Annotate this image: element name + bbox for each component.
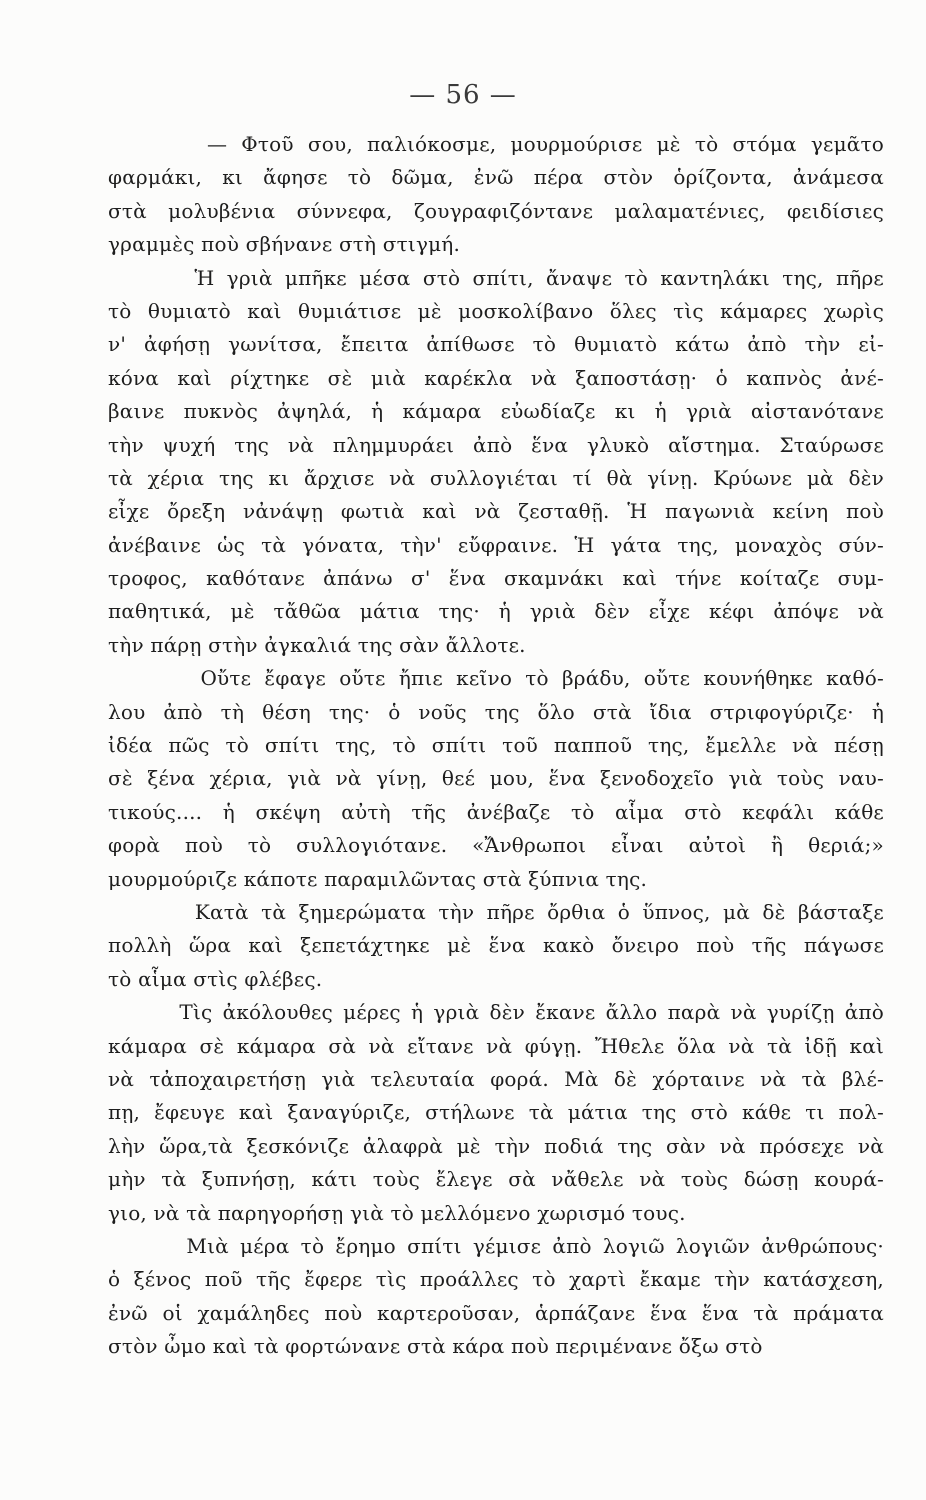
text-line: τὴν πάρῃ στὴν ἀγκαλιά της σὰν ἄλλοτε. bbox=[108, 632, 526, 657]
text-line: παθητικά, μὲ τἄθῶα μάτια της· ἡ γριὰ δὲν εἶχε κέφι ἀπόψε νὰ bbox=[108, 599, 884, 624]
text-line: γιο, νὰ τὰ παρηγορήσῃ γιὰ τὸ μελλόμενο χωρισμό τους. bbox=[108, 1200, 686, 1225]
paragraph bbox=[108, 996, 884, 1230]
text-line: νὰ τἀποχαιρετήσῃ γιὰ τελευταία φορά. Μὰ δὲ χόρταινε νὰ τὰ βλέ- bbox=[108, 1066, 884, 1091]
text-line: τροφος, καθότανε ἀπάνω σ' ἕνα σκαμνάκι καὶ τήνε κοίταζε συμ- bbox=[108, 566, 884, 591]
text-line: Κατὰ τὰ ξημερώματα τὴν πῆρε ὄρθια ὁ ὕπνος, μὰ δὲ βάσταξε bbox=[108, 899, 884, 924]
page-number: — 56 — bbox=[409, 80, 517, 110]
paragraph bbox=[108, 128, 884, 262]
text-line: Μιὰ μέρα τὸ ἔρημο σπίτι γέμισε ἀπὸ λογιῶ λογιῶν ἀνθρώπους· bbox=[108, 1233, 884, 1258]
text-line: λου ἀπὸ τὴ θέση της· ὁ νοῦς της ὅλο στὰ ἴδια στριφογύριζε· ἡ bbox=[108, 699, 884, 724]
text-line: πολλὴ ὥρα καὶ ξεπετάχτηκε μὲ ἕνα κακὸ ὄνειρο ποὺ τῆς πάγωσε bbox=[108, 933, 884, 958]
text-line: τὸ αἷμα στὶς φλέβες. bbox=[108, 966, 323, 991]
paragraph bbox=[108, 262, 884, 663]
text-line: ν' ἀφήσῃ γωνίτσα, ἔπειτα ἀπίθωσε τὸ θυμιατὸ κάτω ἀπὸ τὴν εἰ- bbox=[108, 332, 884, 357]
text-line: ἐνῶ οἱ χαμάληδες ποὺ καρτεροῦσαν, ἁρπάζανε ἕνα ἕνα τὰ πράματα bbox=[108, 1300, 884, 1325]
text-line: σὲ ξένα χέρια, γιὰ νὰ γίνῃ, θεέ μου, ἕνα ξενοδοχεῖο γιὰ τοὺς ναυ- bbox=[108, 766, 884, 791]
text-line: τικούς.... ἡ σκέψη αὐτὴ τῆς ἀνέβαζε τὸ αἷμα στὸ κεφάλι κάθε bbox=[108, 799, 884, 824]
text-line: — Φτοῦ σου, παλιόκοσμε, μουρμούρισε μὲ τὸ στόμα γεμᾶτο bbox=[108, 132, 884, 156]
text-line: πῃ, ἔφευγε καὶ ξαναγύριζε, στήλωνε τὰ μάτια της στὸ κάθε τι πολ- bbox=[108, 1100, 884, 1125]
paragraph bbox=[108, 1230, 884, 1364]
text-line: κόνα καὶ ρίχτηκε σὲ μιὰ καρέκλα νὰ ξαποστάσῃ· ὁ καπνὸς ἀνέ- bbox=[108, 365, 884, 390]
text-line: ἰδέα πῶς τὸ σπίτι της, τὸ σπίτι τοῦ παπποῦ της, ἔμελλε νὰ πέσῃ bbox=[108, 733, 884, 758]
text-line: Ἡ γριὰ μπῆκε μέσα στὸ σπίτι, ἄναψε τὸ καντηλάκι της, πῆρε bbox=[108, 265, 884, 290]
text-line: ὁ ξένος ποῦ τῆς ἔφερε τὶς προάλλες τὸ χαρτὶ ἔκαμε τὴν κατάσχεση, bbox=[108, 1267, 884, 1292]
text-line: μὴν τὰ ξυπνήσῃ, κάτι τοὺς ἔλεγε σὰ νἄθελε νὰ τοὺς δώσῃ κουρά- bbox=[108, 1167, 884, 1192]
text-line: μουρμούριζε κάποτε παραμιλῶντας στὰ ξύπνια της. bbox=[108, 866, 648, 891]
text-body bbox=[108, 128, 884, 1363]
text-line: ἀνέβαινε ὡς τὰ γόνατα, τὴν' εὔφραινε. Ἡ γάτα της, μοναχὸς σύν- bbox=[108, 532, 884, 557]
text-line: βαινε πυκνὸς ἀψηλά, ἡ κάμαρα εὐωδίαζε κι ἡ γριὰ αἰστανότανε bbox=[108, 399, 884, 424]
text-line: εἶχε ὄρεξη νἀνάψῃ φωτιὰ καὶ νὰ ζεσταθῇ. Ἡ παγωνιὰ κείνη ποὺ bbox=[108, 499, 884, 524]
text-line: τὰ χέρια της κι ἄρχισε νὰ συλλογιέται τί θὰ γίνῃ. Κρύωνε μὰ δὲν bbox=[108, 465, 884, 490]
paragraph bbox=[108, 896, 884, 996]
text-line: στὰ μολυβένια σύννεφα, ζουγραφιζόντανε μαλαματένιες, φειδίσιες bbox=[108, 198, 884, 223]
text-line: φαρμάκι, κι ἄφησε τὸ δῶμα, ἐνῶ πέρα στὸν ὁρίζοντα, ἀνάμεσα bbox=[108, 165, 884, 190]
text-line: τὸ θυμιατὸ καὶ θυμιάτισε μὲ μοσκολίβανο ὅλες τὶς κάμαρες χωρὶς bbox=[108, 298, 884, 323]
text-line: στὸν ὦμο καὶ τὰ φορτώνανε στὰ κάρα ποὺ περιμένανε ὄξω στὸ bbox=[108, 1334, 763, 1359]
text-line: Οὔτε ἔφαγε οὔτε ἤπιε κεῖνο τὸ βράδυ, οὔτε κουνήθηκε καθό- bbox=[108, 666, 884, 691]
text-line: λὴν ὥρα,τὰ ξεσκόνιζε ἀλαφρὰ μὲ τὴν ποδιά της σὰν νὰ πρόσεχε νὰ bbox=[108, 1133, 884, 1158]
text-line: κάμαρα σὲ κάμαρα σὰ νὰ εἴτανε νὰ φύγῃ. Ἤθελε ὅλα νὰ τὰ ἰδῇ καὶ bbox=[108, 1033, 884, 1058]
text-line: Τὶς ἀκόλουθες μέρες ἡ γριὰ δὲν ἔκανε ἄλλο παρὰ νὰ γυρίζῃ ἀπὸ bbox=[108, 1000, 884, 1025]
text-line: τὴν ψυχή της νὰ πλημμυράει ἀπὸ ἕνα γλυκὸ αἴστημα. Σταύρωσε bbox=[108, 432, 884, 457]
paragraph bbox=[108, 662, 884, 896]
text-line: φορὰ ποὺ τὸ συλλογιότανε. «Ἄνθρωποι εἶναι αὐτοὶ ἢ θεριά;» bbox=[108, 833, 884, 858]
text-line: γραμμὲς ποὺ σβήνανε στὴ στιγμή. bbox=[108, 232, 461, 257]
